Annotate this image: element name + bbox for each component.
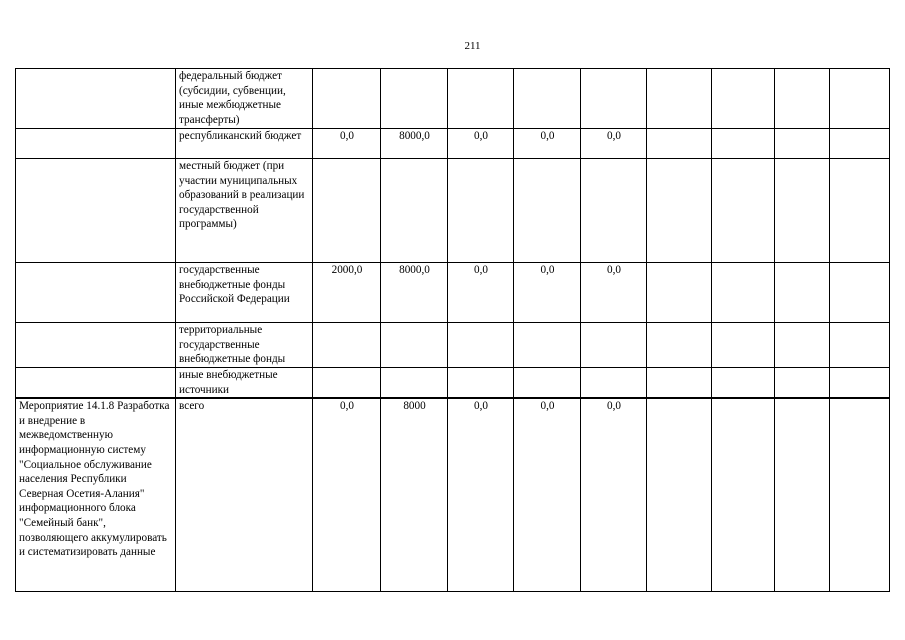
funding-source-cell: федеральный бюджет (субсидии, субвенции, иные межбюджетные трансферты) <box>176 69 313 129</box>
empty-cell <box>712 398 775 592</box>
empty-cell <box>647 368 712 399</box>
funding-source-cell: местный бюджет (при участии муниципальных образований в реализации государственной программы) <box>176 159 313 263</box>
empty-cell <box>830 368 890 399</box>
empty-cell <box>830 323 890 368</box>
value-cell: 0,0 <box>581 263 647 323</box>
value-cell <box>581 368 647 399</box>
empty-cell <box>647 69 712 129</box>
value-cell: 0,0 <box>448 398 514 592</box>
empty-cell <box>647 129 712 159</box>
value-cell <box>381 368 448 399</box>
value-cell: 0,0 <box>581 129 647 159</box>
event-cell <box>16 69 176 129</box>
value-cell: 2000,0 <box>313 263 381 323</box>
event-cell <box>16 129 176 159</box>
empty-cell <box>775 69 830 129</box>
table-row <box>16 69 890 129</box>
value-cell <box>313 159 381 263</box>
empty-cell <box>712 368 775 399</box>
value-cell: 0,0 <box>514 263 581 323</box>
value-cell: 0,0 <box>313 129 381 159</box>
value-cell: 8000 <box>381 398 448 592</box>
value-cell <box>448 159 514 263</box>
empty-cell <box>647 323 712 368</box>
table-row <box>16 398 890 592</box>
empty-cell <box>830 398 890 592</box>
event-cell <box>16 323 176 368</box>
page-number: 211 <box>464 40 481 52</box>
empty-cell <box>775 159 830 263</box>
value-cell <box>581 159 647 263</box>
budget-table <box>15 68 890 592</box>
value-cell <box>448 69 514 129</box>
empty-cell <box>647 398 712 592</box>
funding-source-cell: территориальные государственные внебюджетные фонды <box>176 323 313 368</box>
value-cell <box>514 323 581 368</box>
empty-cell <box>830 159 890 263</box>
value-cell <box>514 368 581 399</box>
empty-cell <box>830 69 890 129</box>
table-row <box>16 129 890 159</box>
empty-cell <box>647 159 712 263</box>
table-row <box>16 323 890 368</box>
value-cell <box>448 323 514 368</box>
funding-source-cell: государственные внебюджетные фонды Российской Федерации <box>176 263 313 323</box>
empty-cell <box>712 69 775 129</box>
value-cell <box>381 69 448 129</box>
empty-cell <box>712 159 775 263</box>
empty-cell <box>775 368 830 399</box>
empty-cell <box>830 263 890 323</box>
value-cell: 0,0 <box>313 398 381 592</box>
value-cell <box>448 368 514 399</box>
value-cell: 0,0 <box>448 129 514 159</box>
empty-cell <box>712 323 775 368</box>
value-cell <box>381 323 448 368</box>
value-cell <box>514 69 581 129</box>
empty-cell <box>775 398 830 592</box>
value-cell <box>514 159 581 263</box>
event-cell <box>16 159 176 263</box>
value-cell: 8000,0 <box>381 129 448 159</box>
empty-cell <box>775 129 830 159</box>
empty-cell <box>712 129 775 159</box>
empty-cell <box>775 263 830 323</box>
empty-cell <box>712 263 775 323</box>
value-cell <box>581 69 647 129</box>
empty-cell <box>830 129 890 159</box>
table-row <box>16 368 890 399</box>
value-cell <box>381 159 448 263</box>
event-cell: Мероприятие 14.1.8 Разработка и внедрение в межведомственную информационную систему "Социальное обслуживание населения Республики Северная Осетия-Алания" информационного блока "Семейный банк", позволяющего аккумулировать и систематизировать данные <box>16 398 176 592</box>
table-row <box>16 159 890 263</box>
value-cell: 0,0 <box>514 398 581 592</box>
funding-source-cell: всего <box>176 398 313 592</box>
value-cell: 0,0 <box>514 129 581 159</box>
value-cell: 0,0 <box>581 398 647 592</box>
value-cell <box>313 368 381 399</box>
event-cell <box>16 263 176 323</box>
funding-source-cell: иные внебюджетные источники <box>176 368 313 399</box>
value-cell <box>313 69 381 129</box>
value-cell <box>581 323 647 368</box>
table-row <box>16 263 890 323</box>
value-cell: 0,0 <box>448 263 514 323</box>
empty-cell <box>775 323 830 368</box>
value-cell <box>313 323 381 368</box>
event-cell <box>16 368 176 399</box>
value-cell: 8000,0 <box>381 263 448 323</box>
empty-cell <box>647 263 712 323</box>
funding-source-cell: республиканский бюджет <box>176 129 313 159</box>
